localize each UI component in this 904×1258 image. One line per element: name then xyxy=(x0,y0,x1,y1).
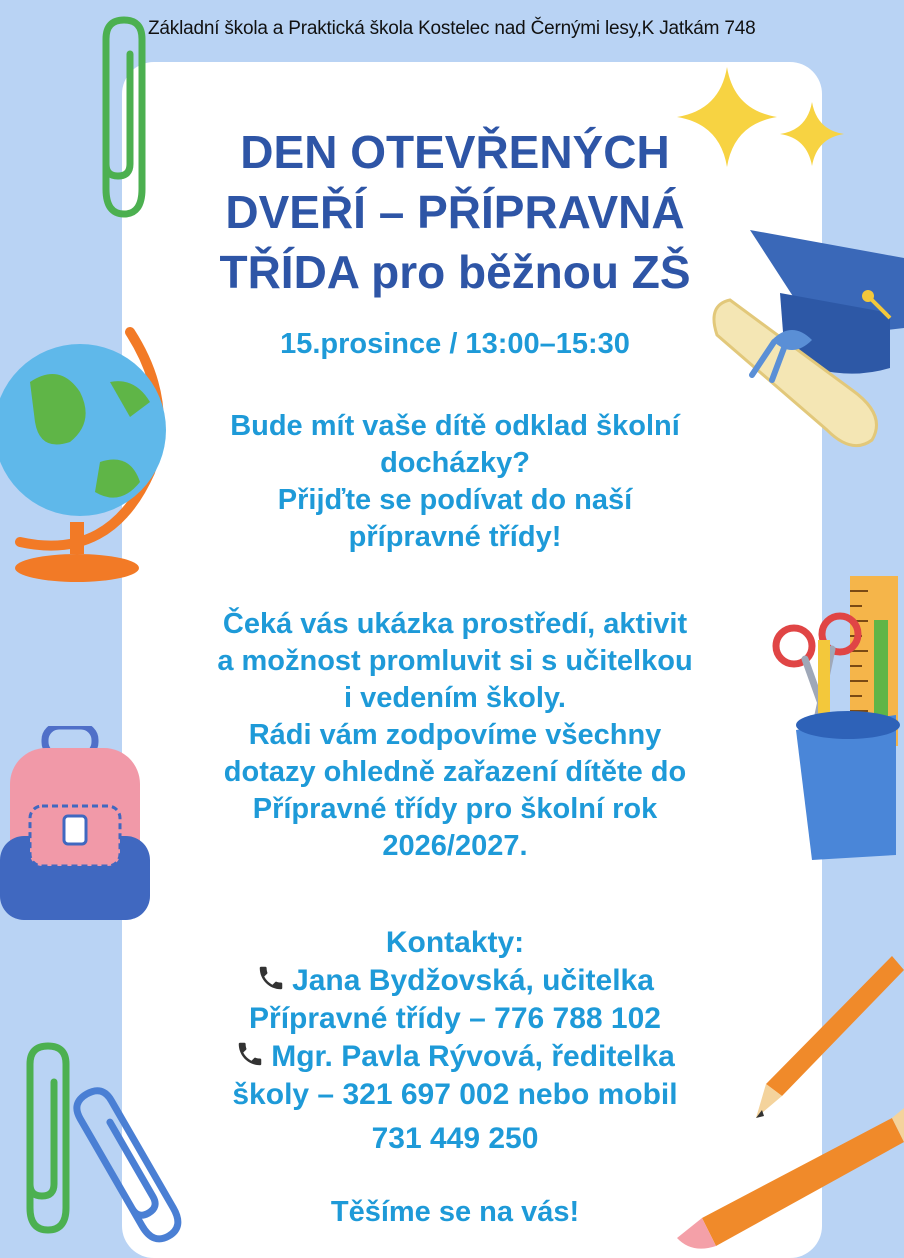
intro-paragraph xyxy=(150,408,760,556)
contact-director xyxy=(150,1038,760,1076)
title-line: DEN OTEVŘENÝCH xyxy=(240,126,670,178)
text-line: Rádi vám zodpovíme všechny xyxy=(248,719,662,751)
contacts-section xyxy=(150,924,760,1114)
text-line: dotazy ohledně zařazení dítěte do xyxy=(223,756,687,788)
details-paragraph xyxy=(150,606,760,865)
text-line: Čeká vás ukázka prostředí, aktivit xyxy=(222,608,688,640)
mobile-number: 731 449 250 xyxy=(371,1122,539,1155)
event-date: 15.prosince / 13:00–15:30 xyxy=(280,328,630,360)
text-line: Bude mít vaše dítě odklad školní xyxy=(230,410,680,442)
text-line: i vedením školy. xyxy=(344,682,566,714)
contact-phone: školy – 321 697 002 nebo mobil xyxy=(232,1078,678,1111)
phone-icon xyxy=(235,1039,265,1069)
text-line: Přijďte se podívat do naší xyxy=(277,484,633,516)
text-line: Přípravné třídy pro školní rok xyxy=(252,793,658,825)
school-header: Základní škola a Praktická škola Kostelec nad Černými lesy,K Jatkám 748 xyxy=(148,18,756,39)
text-line: docházky? xyxy=(380,447,530,479)
contact-name: Jana Bydžovská, učitelka xyxy=(292,964,654,997)
contact-name: Mgr. Pavla Rývová, ředitelka xyxy=(271,1040,675,1073)
closing-text: Těšíme se na vás! xyxy=(330,1196,580,1228)
contacts-heading: Kontakty: xyxy=(385,926,525,959)
backpack-icon xyxy=(0,726,160,920)
phone-icon xyxy=(256,963,286,993)
title-line: TŘÍDA pro běžnou ZŠ xyxy=(219,246,691,298)
paperclip-icon xyxy=(92,14,152,224)
text-line: a možnost promluvit si s učitelkou xyxy=(217,645,693,677)
text-line: přípravné třídy! xyxy=(348,521,562,553)
page-title xyxy=(150,122,760,302)
text-line: 2026/2027. xyxy=(382,830,528,862)
pencil-cup-icon xyxy=(796,620,904,860)
contact-teacher xyxy=(150,962,760,1000)
title-line: DVEŘÍ – PŘÍPRAVNÁ xyxy=(225,186,685,238)
contact-phone: Přípravné třídy – 776 788 102 xyxy=(249,1002,661,1035)
